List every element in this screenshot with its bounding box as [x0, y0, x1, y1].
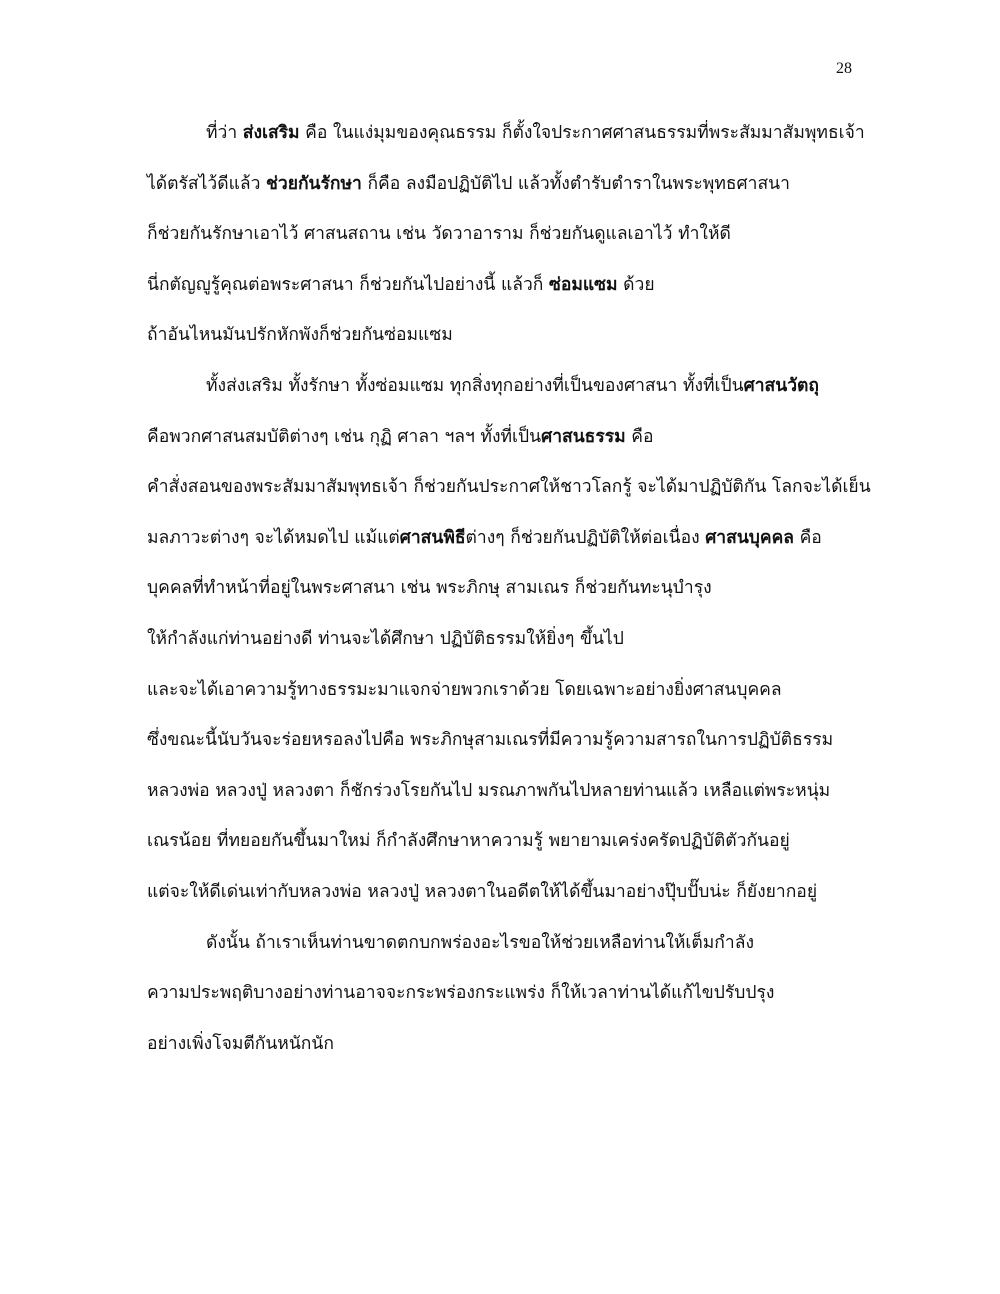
text-segment: คือ: [794, 527, 822, 548]
text-segment: ความประพฤติบางอย่างท่านอาจจะกระพร่องกระแพร่ง ก็ให้เวลาท่านได้แก้ไขปรับปรุง: [147, 983, 775, 1004]
text-line: [147, 171, 867, 197]
text-segment: มลภาวะต่างๆ จะได้หมดไป แม้แต่: [147, 527, 400, 548]
text-line: [147, 879, 867, 905]
text-line: [147, 525, 867, 551]
bold-term: ศาสนวัตถุ: [743, 376, 819, 396]
text-line: [147, 272, 867, 298]
text-segment: บุคคลที่ทำหน้าที่อยู่ในพระศาสนา เช่น พระภิกษุ สามเณร ก็ช่วยกันทะนุบำรุง: [147, 578, 712, 599]
text-line: [147, 626, 867, 652]
text-segment: คือ: [625, 426, 654, 447]
text-line: [206, 930, 926, 956]
text-segment: อย่างเพิ่งโจมตีกันหนักนัก: [147, 1033, 334, 1054]
text-segment: ทั้งส่งเสริม ทั้งรักษา ทั้งซ่อมแซม ทุกสิ่งทุกอย่างที่เป็นของศาสนา ทั้งที่เป็น: [206, 376, 744, 396]
text-line: [147, 727, 867, 753]
text-segment: คือพวกศาสนสมบัติต่างๆ เช่น กุฏิ ศาลา ฯลฯ ทั้งที่เป็น: [147, 426, 542, 447]
text-segment: เณรน้อย ที่ทยอยกันขึ้นมาใหม่ ก็กำลังศึกษาหาความรู้ พยายามเคร่งครัดปฏิบัติตัวกันอยู่: [147, 831, 790, 852]
page-number: 28: [836, 60, 852, 77]
text-segment: ได้ตรัสไว้ดีแล้ว: [147, 173, 266, 194]
text-segment: หลวงพ่อ หลวงปู่ หลวงตา ก็ชักร่วงโรยกันไป มรณภาพกันไปหลายท่านแล้ว เหลือแต่พระหนุ่ม: [147, 780, 831, 801]
text-line: [206, 120, 926, 146]
text-line: [147, 778, 867, 804]
text-line: [147, 424, 867, 450]
text-line: [147, 474, 871, 500]
text-segment: ที่ว่า: [206, 123, 243, 143]
text-segment: แต่จะให้ดีเด่นเท่ากับหลวงพ่อ หลวงปู่ หลวงตาในอดีตให้ได้ขึ้นมาอย่างปุ๊บปั๊บน่ะ ก็ยังยากอยู่: [147, 882, 818, 902]
text-line: [147, 322, 867, 348]
text-segment: ด้วย: [617, 274, 655, 295]
text-segment: คำสั่งสอนของพระสัมมาสัมพุทธเจ้า ก็ช่วยกันประกาศให้ชาวโลกรู้ จะได้มาปฏิบัติกัน โลกจะได้เย็น: [147, 477, 871, 498]
text-line: [147, 1031, 867, 1057]
bold-term: ซ่อมแซม: [548, 274, 618, 295]
text-segment: ถ้าอันไหนมันปรักหักพังก็ช่วยกันซ่อมแซม: [147, 325, 453, 346]
text-line: [206, 373, 926, 399]
text-segment: คือ ในแง่มุมของคุณธรรม ก็ตั้งใจประกาศศาสนธรรมที่พระสัมมาสัมพุทธเจ้า: [299, 123, 865, 143]
text-line: [147, 575, 867, 601]
bold-term: ศาสนพิธี: [399, 527, 466, 548]
text-segment: ก็คือ ลงมือปฏิบัติไป แล้วทั้งตำรับตำราในพระพุทธศาสนา: [361, 173, 790, 194]
text-segment: ให้กำลังแก่ท่านอย่างดี ท่านจะได้ศึกษา ปฏิบัติธรรมให้ยิ่งๆ ขึ้นไป: [147, 629, 624, 649]
text-line: [147, 677, 867, 703]
text-segment: ซึ่งขณะนี้นับวันจะร่อยหรอลงไปคือ พระภิกษุสามเณรที่มีความรู้ความสารถในการปฏิบัติธรรม: [147, 730, 834, 751]
bold-term: ช่วยกันรักษา: [266, 173, 362, 194]
text-segment: ดังนั้น ถ้าเราเห็นท่านขาดตกบกพร่องอะไรขอให้ช่วยเหลือท่านให้เต็มกำลัง: [206, 932, 754, 953]
text-line: [147, 980, 867, 1006]
text-segment: ต่างๆ ก็ช่วยกันปฏิบัติให้ต่อเนื่อง: [465, 527, 706, 548]
text-segment: และจะได้เอาความรู้ทางธรรมะมาแจกจ่ายพวกเราด้วย โดยเฉพาะอย่างยิ่งศาสนบุคคล: [147, 679, 782, 700]
bold-term: ศาสนบุคคล: [705, 527, 795, 548]
text-line: [147, 221, 867, 247]
bold-term: ศาสนธรรม: [541, 426, 626, 447]
text-line: [147, 828, 867, 854]
bold-term: ส่งเสริม: [242, 123, 300, 143]
text-segment: นี่กตัญญูรู้คุณต่อพระศาสนา ก็ช่วยกันไปอย่างนี้ แล้วก็: [147, 274, 549, 295]
text-segment: ก็ช่วยกันรักษาเอาไว้ ศาสนสถาน เช่น วัดวาอาราม ก็ช่วยกันดูแลเอาไว้ ทำให้ดี: [147, 224, 731, 245]
